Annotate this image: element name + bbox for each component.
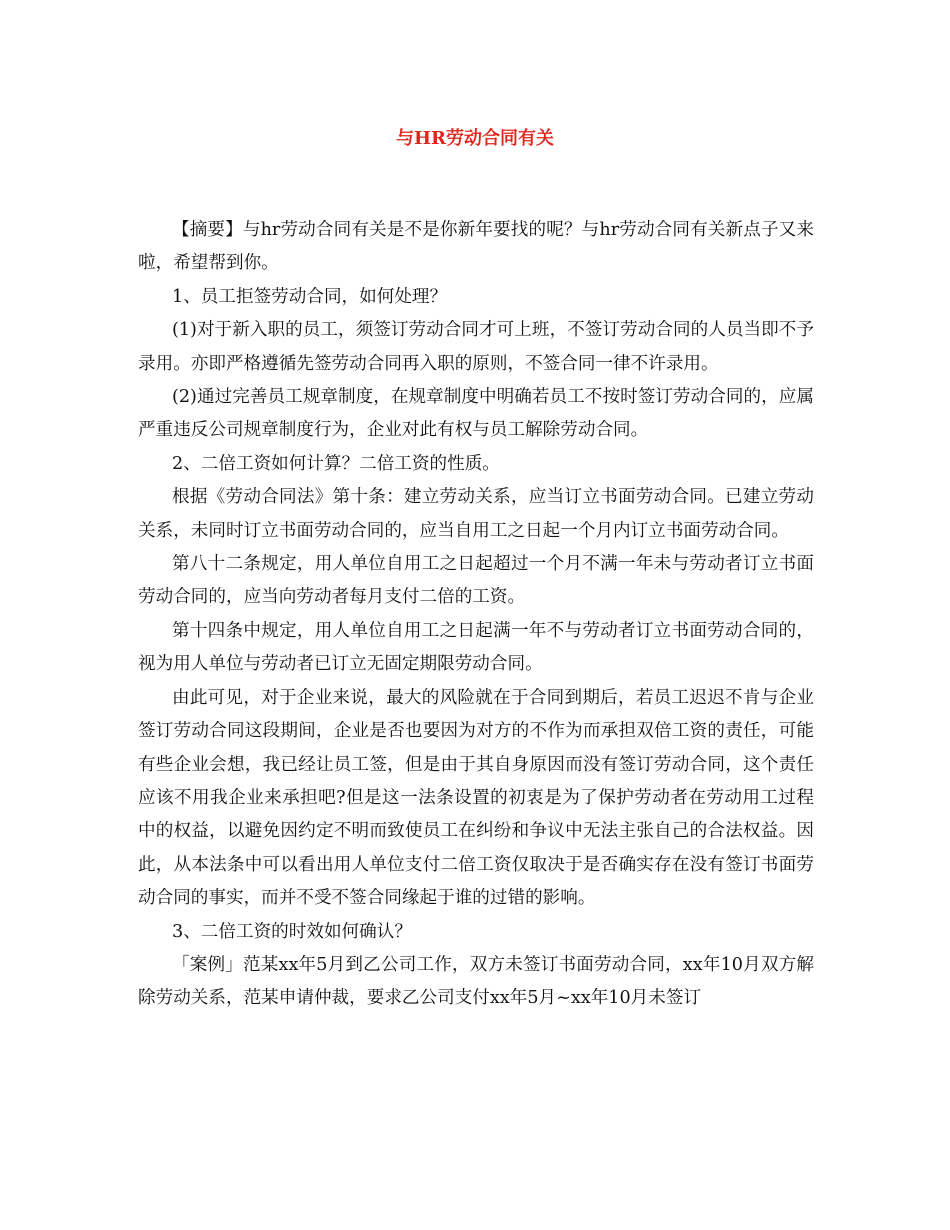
document-title: 与HR劳动合同有关	[396, 128, 554, 149]
body-paragraph: (1)对于新入职的员工，须签订劳动合同才可上班，不签订劳动合同的人员当即不予录用。亦即严格遵循先签劳动合同再入职的原则，不签合同一律不许录用。	[138, 320, 814, 374]
section-heading-3: 3、二倍工资的时效如何确认？	[172, 921, 412, 942]
body-paragraph: (2)通过完善员工规章制度，在规章制度中明确若员工不按时签订劳动合同的，应属严重违反公司规章制度行为，企业对此有权与员工解除劳动合同。	[138, 387, 814, 441]
section-heading-2: 2、二倍工资如何计算？二倍工资的性质。	[172, 453, 500, 474]
body-paragraph: 第十四条中规定，用人单位自用工之日起满一年不与劳动者订立书面劳动合同的，视为用人单位与劳动者已订立无固定期限劳动合同。	[138, 620, 814, 675]
body-paragraph: 根据《劳动合同法》第十条：建立劳动关系，应当订立书面劳动合同。已建立劳动关系，未同时订立书面劳动合同的，应当自用工之日起一个月内订立书面劳动合同。	[138, 487, 814, 541]
body-paragraph: 第八十二条规定，用人单位自用工之日起超过一个月不满一年未与劳动者订立书面劳动合同的，应当向劳动者每月支付二倍的工资。	[138, 554, 814, 608]
body-paragraph: 由此可见，对于企业来说，最大的风险就在于合同到期后，若员工迟迟不肯与企业签订劳动合同这段期间，企业是否也要因为对方的不作为而承担双倍工资的责任，可能有些企业会想，我已经让员工签，但是由于其自身原因而没有签订劳动合同，这个责任应该不用我企业来承担吧?但是这一法条设置的初衷是为了保护劳动者在劳动用工过程中的权益，以避免因约定不明而致使员工在纠纷和争议中无法主张自己的合法权益。因此，从本法条中可以看出用人单位支付二倍工资仅取决于是否确实存在没有签订书面劳动合同的事实，而并不受不签合同缘起于谁的过错的影响。	[138, 687, 814, 909]
case-paragraph: 「案例」范某xx年5月到乙公司工作，双方未签订书面劳动合同，xx年10月双方解除劳动关系，范某申请仲裁，要求乙公司支付xx年5月~xx年10月未签订	[138, 954, 814, 1009]
abstract-paragraph: 【摘要】与hr劳动合同有关是不是你新年要找的呢？与hr劳动合同有关新点子又来啦，希望帮到你。	[138, 220, 814, 274]
document-body	[138, 214, 814, 1016]
section-heading-1: 1、员工拒签劳动合同，如何处理？	[172, 286, 448, 307]
